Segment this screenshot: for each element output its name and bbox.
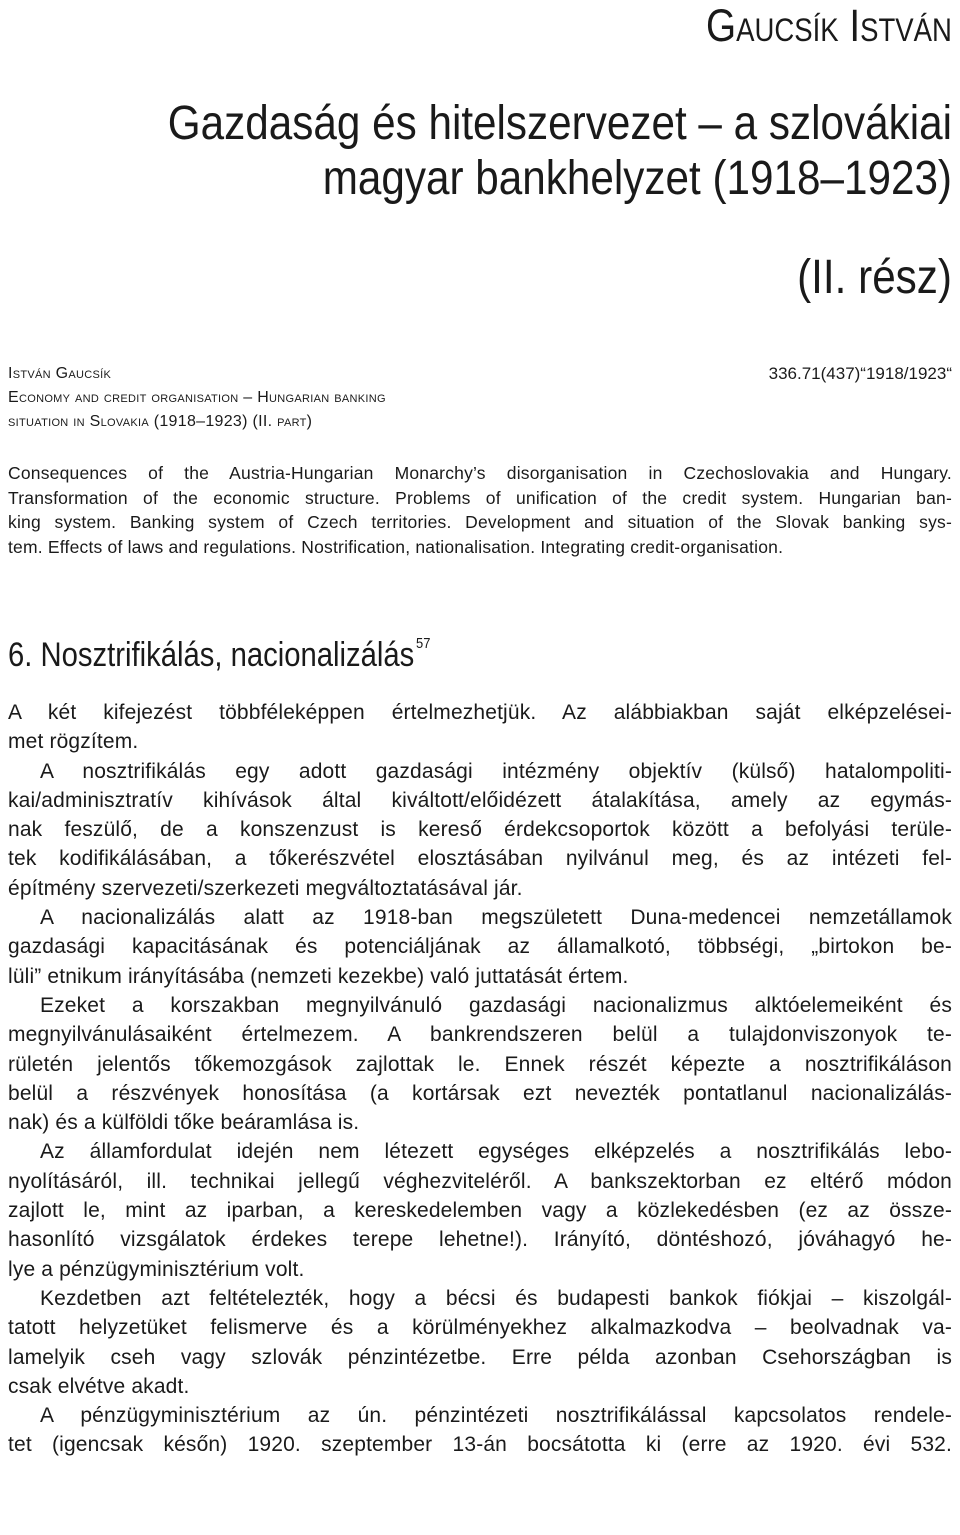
body-line: Ezeket a korszakban megnyilvánuló gazdasági nacionalizmus alktóelemeiként és [40,993,952,1017]
english-author: István Gaucsík [8,365,112,382]
body-line: A nacionalizálás alatt az 1918-ban megszületett Duna-medencei nemzetállamok [40,906,952,930]
udc-classification: 336.71(437)“1918/1923“ [768,364,952,383]
body-line: megnyilvánulásaiként értelmezem. A bankrendszeren belül a tulajdonviszonyok te- [8,1023,952,1047]
body-line: A nosztrifikálás egy adott gazdasági intézmény objektív (külső) hatalompoliti- [40,759,952,783]
body-line: met rögzítem. [8,730,139,754]
body-line: nak) és a külföldi tőke beáramlása is. [8,1111,360,1135]
section-heading-text: 6. Nosztrifikálás, nacionalizálás [8,636,415,674]
body-line: nyolításáról, ill. technikai jellegű véghezviteléről. A bankszektorban ez eltérő módon [8,1169,952,1193]
body-line: rületén jelentős tőkemozgások zajlottak le. Ennek részét képezte a nosztrifikáláson [8,1052,952,1076]
section-heading [8,622,430,677]
english-title-line-2: situation in Slovakia (1918–1923) (II. part) [8,413,313,430]
body-line: zajlott le, mint az iparban, a kereskedelemben vagy a közlekedésben (ez az össze- [8,1199,952,1223]
body-line: tatott helyzetüket felismerve és a körülményekhez alkalmazkodva – beolvadnak va- [8,1316,952,1340]
body-line: lye a pénzügyminisztérium volt. [8,1257,305,1281]
body-line: belül a részvények honosítása (a kortársak ezt nevezték pontatlanul nacionalizálás- [8,1081,952,1105]
body-line: tet (igencsak későn) 1920. szeptember 13-án bocsátotta ki (erre az 1920. évi 532. [8,1433,952,1457]
abstract [8,461,952,559]
body-line: építmény szervezeti/szerkezeti megváltoztatásával jár. [8,876,523,900]
body-line: nak feszülő, de a konszenzust is kereső érdekcsoportok között a befolyási terüle- [8,818,952,842]
article-title-line-2: magyar bankhelyzet (1918–1923) [322,152,952,205]
english-title-line-1: Economy and credit organisation – Hungarian banking [8,389,386,406]
article-title-line-1: Gazdaság és hitelszervezet – a szlovákiai [167,97,952,150]
body-line: gazdasági kapacitásának és potenciáljának az államalkotó, többségi, „birtokon be- [8,935,952,959]
body-line: Kezdetben azt feltételezték, hogy a bécsi és budapesti bankok fiókjai – kiszolgál- [40,1286,952,1310]
body-line: A pénzügyminisztérium az ún. pénzintézeti nosztrifikálással kapcsolatos rendele- [40,1404,952,1428]
body-line: A két kifejezést többféleképpen értelmezhetjük. Az alábbiakban saját elképzelései- [8,701,952,724]
body-line: Az államfordulat idején nem létezett egységes elképzelés a nosztrifikálás lebo- [40,1140,952,1164]
article-part-label: (II. rész) [797,251,952,304]
footnote-marker: 57 [416,635,431,652]
body-text [8,698,952,1460]
body-line: lüli” etnikum irányításába (nemzeti kezekbe) való juttatását értem. [8,964,629,988]
body-line: hasonlító vizsgálatok érdekes terepe lehetne!). Irányító, döntéshozó, jóváhagyó he- [8,1228,952,1252]
abstract-line: Consequences of the Austria-Hungarian Monarchy’s disorganisation in Czechoslovakia and Hungary. [8,463,952,483]
abstract-line: Transformation of the economic structure. Problems of unification of the credit system. Hungarian ban- [8,487,952,508]
article-title [142,96,952,206]
body-line: tek kodifikálásában, a tőkerészvétel elosztásában nyilvánul meg, és az intézeti fel- [8,847,952,871]
running-header-author: Gaucsík István [706,0,952,51]
body-line: csak elvétve akadt. [8,1374,190,1398]
abstract-line: tem. Effects of laws and regulations. Nostrification, nationalisation. Integrating credit-organisation. [8,536,784,557]
body-line: kai/adminisztratív kihívások által kiváltott/előidézett átalakítása, amely az egymás- [8,788,952,812]
abstract-line: king system. Banking system of Czech territories. Development and situation of the Slovak banking sys- [8,512,952,532]
body-line: lamelyik cseh vagy szlovák pénzintézetbe. Erre példa azonban Csehországban is [8,1345,952,1369]
english-title-block [8,362,608,434]
